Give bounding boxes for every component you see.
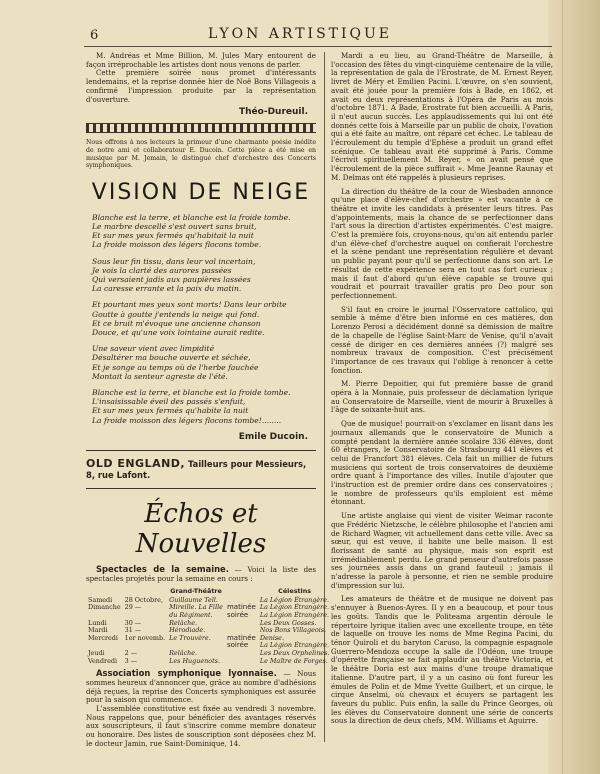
- poem-line: Et ce bruit m'évoque une ancienne chanson: [92, 318, 261, 328]
- right-column: [331, 52, 553, 758]
- schedule-cell: Nos Bons Villageois.: [259, 626, 327, 635]
- schedule-cell: Vendredi: [88, 656, 117, 665]
- poem-line: Désaltérer ma bouche ouverte et séchée,: [92, 353, 251, 363]
- intro-signature: Théo-Dureuil.: [239, 107, 308, 118]
- spectacles-paragraph: [86, 565, 316, 583]
- poem-line: La caresse errante et la paix du matin.: [92, 284, 242, 294]
- schedule-cell: Le Maître de Forges.: [259, 656, 328, 665]
- poem-line: Et pourtant mes yeux sont morts! Dans leur orbite: [92, 300, 287, 310]
- editor-note: Nous offrons à nos lecteurs la primeur d'une charmante poésie inédite de notre ami et collaborateur E. Ducoin. Cette pièce a été mise en musique par M. Jemain, le distingué chef d'orchestre des Concerts symphoniques.: [86, 139, 316, 170]
- schedule-cell: Les Deux Gosses.: [259, 618, 317, 627]
- schedule-cell: 30 —: [124, 618, 142, 627]
- advertisement: [86, 457, 316, 480]
- schedule-cell: 28 Octobre,: [124, 595, 163, 604]
- news-paragraph: M. Pierre Depoitier, qui fut première basse de grand opéra à la Monnaie, puis professeur de déclamation lyrique au Conservatoire de Marseille, vient de mourir à Bruxelles à l'âge de soixante-huit ans.: [331, 379, 553, 415]
- poem-line: La froide moisson des légers flocons tombe!........: [92, 415, 282, 425]
- schedule-cell: Mercredi: [88, 633, 118, 642]
- schedule-cell: Dimanche: [88, 603, 121, 612]
- schedule-cell: Le Trouvère.: [169, 633, 211, 642]
- poem-line: Et sur mes yeux fermés qu'habite la nuit: [92, 406, 249, 416]
- assoc-paragraph-2: L'assemblée constitutive est fixée au vendredi 3 novembre. Nous rappelons que, pour bénéficier des avantages réservés aux souscripteurs, il faut s'inscrire comme membre donateur ou honoraire. Des listes de souscription sont déposées chez M. le docteur Jamin, rue Saint-Dominique, 14.: [86, 704, 316, 748]
- ad-text: Tailleurs pour Messieurs, 8, rue Lafont.: [86, 458, 307, 480]
- schedule-row: [86, 658, 331, 666]
- poem-line: Une saveur vient avec limpidité: [92, 344, 215, 354]
- schedule-table: [86, 587, 331, 665]
- schedule-cell: Mireille. La Fille: [169, 603, 223, 612]
- news-items: [331, 52, 553, 726]
- intro-paragraph: M. Andréas et Mme Billion, M. Jules Mary entourent de façon irréprochable les artistes dont nous venons de parler.: [86, 51, 316, 69]
- intro-paragraph-2: Cette première soirée nous promet d'intéressants lendemains, et la reprise donnée hier de Noë Bons Villageois a confirmé l'impression produite par la représentation d'ouverture.: [86, 68, 316, 104]
- schedule-cell: La Légion Étrangère.: [259, 595, 330, 604]
- section-rule-2: [86, 488, 316, 489]
- section-title: Échos et Nouvelles: [135, 498, 267, 559]
- poem-line: Goutte à goutte j'entends la neige qui fond.: [92, 309, 260, 319]
- poem-line: Qui versaient jadis aux paupières lassées: [92, 275, 251, 284]
- schedule-cell: Guillaume Tell.: [169, 595, 218, 604]
- schedule-cell: Hérodiade.: [169, 626, 206, 635]
- poem-line: La froide moisson des légers flocons tombe.: [92, 240, 262, 250]
- schedule-cell: [225, 658, 258, 666]
- schedule-cell: 29 —: [124, 603, 142, 612]
- schedule-cell: 3 —: [124, 656, 138, 665]
- schedule-cell: Les Huguenots.: [169, 656, 220, 665]
- assoc-paragraph: [86, 669, 316, 705]
- poem-line: Blanche est la terre, et blanche est la froide tombe.: [92, 212, 291, 222]
- schedule-cell: La Légion Étrangère.: [259, 641, 330, 650]
- schedule-cell: [225, 650, 258, 658]
- ornament-divider: [86, 123, 316, 133]
- schedule-cell: 1er novemb.: [124, 633, 166, 642]
- schedule-cell: La Légion Étrangère.: [259, 603, 330, 612]
- schedule-cell: Mardi: [88, 626, 108, 635]
- schedule-cell: [225, 620, 258, 628]
- news-paragraph: Une artiste anglaise qui vient de visiter Weimar raconte que Frédéric Nietzsche, le célèbre philosophe et l'ancien ami de Richard Wagner, vit actuellement dans cette ville. Avec sa sœur, qui est veuve, il habite une belle maison. Il est florissant de santé au physique, mais son esprit est irrémédiablement perdu. Le grand penseur d'autrefois passe ses journées assis dans un grand fauteuil ; jamais il n'adresse la parole à personne, et rien ne semble produire d'impression sur lui.: [331, 511, 553, 590]
- schedule-cell: Les Deux Orphelines.: [259, 649, 330, 657]
- schedule-header-grand-theatre: Grand-Théâtre: [170, 587, 222, 596]
- schedule-cell: matinée: [226, 633, 256, 642]
- assoc-heading: Association symphonique lyonnaise.: [96, 668, 277, 679]
- news-paragraph: Que de musique! pourrait-on s'exclamer en lisant dans les journaux allemands que le conservatoire de Munich a compté pendant la dernière année scolaire 336 élèves, dont 60 étrangers, le Conservatoire de Strasbourg 441 élèves et celui de Francfort 381 élèves. Cela fait un millier de futurs musiciens qui sortent de trois conservatoires de deuxième ordre quant à l'importance des villes. Inutile d'ajouter que l'instruction est de premier ordre dans ces conservatoires ; le nombre de professeurs qu'ils emploient est même étonnant.: [331, 419, 553, 507]
- schedule-cell: Lundi: [88, 618, 107, 627]
- poem-stanza: [86, 300, 316, 337]
- section-rule: [86, 450, 316, 451]
- schedule-cell: Jeudi: [88, 649, 105, 657]
- header-rule: [84, 46, 552, 47]
- news-paragraph: S'il faut en croire le journal l'Osservatore cattolico, qui semble à même d'être bien informé en ces matières, don Lorenzo Perosi a décidément donné sa démission de maître de la chapelle de l'église Saint-Marc de Venise, qu'il n'avait cessé de diriger en ces dernières années (?) malgré ses nombreux travaux de composition. C'est précisément l'importance de ces travaux qui l'oblige à renoncer à cette fonction.: [331, 304, 553, 375]
- poem-line: Sous leur fin tissu, dans leur vol incertain,: [92, 256, 256, 266]
- poem-line: Je vois la clarté des aurores passées: [92, 265, 232, 275]
- schedule-cell: Relâche.: [169, 618, 198, 627]
- poem-line: Le marbre descellé s'est ouvert sans bruit,: [92, 221, 257, 231]
- poem-stanza: [86, 213, 316, 250]
- poem-line: Et je songe au temps où de l'herbe fauchée: [92, 362, 259, 372]
- poem-line: Montait la senteur agreste de l'été.: [92, 371, 228, 381]
- schedule-cell: Denise.: [259, 633, 284, 642]
- schedule-cell: 2 —: [124, 649, 138, 657]
- schedule-cell: Relâche.: [169, 649, 198, 657]
- poem-title: VISION DE NEIGE: [91, 179, 311, 205]
- poem: [86, 213, 316, 425]
- poem-line: Blanche est la terre, et blanche est la froide tombe.: [92, 388, 291, 398]
- schedule-cell: soirée: [226, 611, 249, 620]
- spectacles-heading: Spectacles de la semaine.: [96, 563, 229, 574]
- schedule-cell: 31 —: [124, 626, 142, 635]
- poem-stanza: [86, 388, 316, 425]
- running-title: LYON ARTISTIQUE: [207, 26, 393, 42]
- poem-line: L'insaisissable éveil des passés s'enfuit,: [92, 397, 246, 407]
- poem-line: Douce, et qu'une voix lointaine aurait redite.: [92, 328, 265, 338]
- poem-stanza: [86, 344, 316, 381]
- page-number: 6: [90, 28, 99, 43]
- assoc-text: — Nous sommes heureux d'annoncer que, grâce au nombre d'adhésions déjà reçues, la reprise des Concerts symphoniques est assurée pour la saison qui commence.: [86, 669, 316, 705]
- schedule-cell: du Régiment.: [169, 611, 213, 620]
- schedule-cell: matinée: [226, 603, 256, 612]
- schedule-cell: La Légion Étrangère.: [259, 611, 330, 620]
- news-paragraph: Les amateurs de théâtre et de musique ne doivent pas s'ennuyer à Buenos-Ayres. Il y en a beaucoup, et pour tous les goûts. Tandis que le Politeama argentin déroule le répertoire lyrique italien avec une excellente troupe, en tête de laquelle on trouve les noms de Mme Regina Pacini, du ténor Quiroli et du baryton Caruso, la compagnie espagnole Guerrero-Mendoza occupe la salle de l'Odéon, une troupe d'opérette française se fait applaudir au théâtre Victoria, et le théâtre Doria est aux mains d'une troupe dramatique italienne. D'autre part, il y a un casino où font fureur les émules de Polin et de Mme Yvette Guilbert, et un cirque, le cirque Anselmi, où chevaux et écuyers se partagent les faveurs du public. Puis enfin, la salle du Prince Georges, où les élèves du Conservatoire donnent une série de concerts sous la direction de deux chefs, MM. Williams et Aguirre.: [331, 594, 553, 726]
- spectacles-intro: — Voici la liste des spectacles projetés pour la semaine en cours :: [86, 564, 316, 583]
- ad-name: OLD ENGLAND,: [86, 456, 186, 470]
- left-column: [86, 51, 330, 758]
- page-edge: [548, 0, 600, 774]
- poem-signature: Emile Ducoin.: [238, 431, 308, 442]
- schedule-header-celestins: Célestins: [278, 587, 312, 596]
- news-paragraph: Mardi a eu lieu, au Grand-Théâtre de Marseille, à l'occasion des fêtes du vingt-cinquième centenaire de la ville, la représentation de gala de l'Erostrate, de M. Ernest Reyer, livret de Méry et Emilien Pacini. L'œuvre, on s'en souvient, avait été jouée pour la première fois à Bade, en 1862, et avait eu deux représentations à l'Opéra de Paris au mois d'octobre 1871. A Bade, Erostrate fut bien accueilli. A Paris, il n'eut aucun succès. Les applaudissements qui lui ont été donnés cette fois à Marseille par un public de choix, l'ovation qui a été faite au maître, ont réparé cet échec. Le tableau de l'écroulement du temple d'Ephèse a produit un grand effet scénique. Ce tableau avait été supprimé à Paris. Comme l'écrivit spirituellement M. Reyer, « on avait pensé que l'écroulement de la pièce suffirait ». Mme Jeanne Raunay et M. Delmas ont été rappelés à plusieurs reprises.: [331, 51, 553, 182]
- news-paragraph: La direction du théâtre de la cour de Wiesbaden annonce qu'une place d'élève-chef d'orchestre » est vacante à ce théâtre et invite les candidats à présenter leurs titres. Pas d'appointements, mais la chance de se perfectionner dans l'art sous la direction d'artistes expérimentés. C'est maigre. C'est la première fois, croyons-nous, qu'on ait entendu parler d'un élève-chef d'orchestre auquel on confierait l'orchestre et la scène pendant une représentation régulière et devant un public payant pour qu'il se perfectionne dans son art. Le résultat de cette expérience sera en tout cas fort curieux ; mais il faut d'abord qu'un élève capable se trouve qui voudrait et pourrait travailler gratis pro Deo pour son perfectionnement.: [331, 186, 553, 300]
- poem-line: Et sur mes yeux fermés qu'habitait la nuit: [92, 231, 254, 241]
- schedule-cell: soirée: [226, 641, 249, 650]
- poem-stanza: [86, 257, 316, 294]
- schedule-cell: Samedi: [88, 595, 113, 604]
